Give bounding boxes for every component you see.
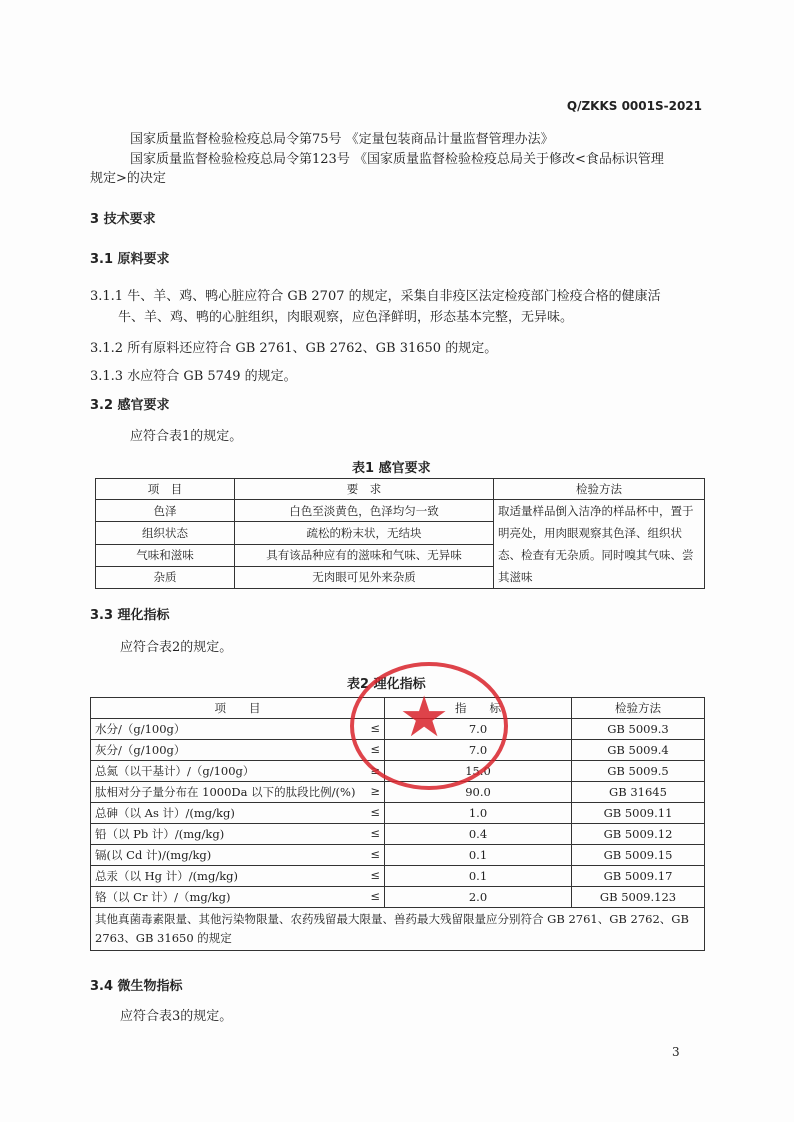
cell: 组织状态 xyxy=(96,522,235,544)
paragraph: 应符合表2的规定。 xyxy=(120,640,233,655)
comparator: ≤ xyxy=(370,742,380,756)
th: 指 标 xyxy=(385,698,572,719)
value-cell: 0.1 xyxy=(385,845,572,866)
paragraph: 3.1.1 牛、羊、鸡、鸭心脏应符合 GB 2707 的规定，采集自非疫区法定检疫部门检疫合格的健康活 xyxy=(90,289,661,304)
value-cell: 1.0 xyxy=(385,803,572,824)
comparator: ≤ xyxy=(370,847,380,861)
th: 检验方法 xyxy=(572,698,705,719)
table2-caption: 表2 理化指标 xyxy=(347,677,426,692)
section-3-2-title: 3.2 感官要求 xyxy=(90,398,170,413)
item-cell: 镉(以 Cd 计)/(mg/kg) ≤ xyxy=(91,845,385,866)
ref-line: 国家质量监督检验检疫总局令第123号 《国家质量监督检验检疫总局关于修改<食品标识管理 xyxy=(130,152,664,167)
company-seal xyxy=(350,662,508,790)
comparator: ≤ xyxy=(370,826,380,840)
note-cell: 其他真菌毒素限量、其他污染物限量、农药残留最大限量、兽药最大残留限量应分别符合 GB 2761、GB 2762、GB 2763、GB 31650 的规定 xyxy=(91,908,705,951)
item-cell: 总砷（以 As 计）/(mg/kg) ≤ xyxy=(91,803,385,824)
value-cell: 7.0 xyxy=(385,719,572,740)
th: 检验方法 xyxy=(494,479,705,500)
method-cell: GB 5009.4 xyxy=(572,740,705,761)
comparator: ≤ xyxy=(370,889,380,903)
item-cell: 铅（以 Pb 计）/(mg/kg) ≤ xyxy=(91,824,385,845)
cell: 具有该品种应有的滋味和气味、无异味 xyxy=(235,544,494,566)
cell: 色泽 xyxy=(96,500,235,522)
item-cell: 肽相对分子量分布在 1000Da 以下的肽段比例/(%) ≥ xyxy=(91,782,385,803)
comparator: ≥ xyxy=(370,784,380,798)
table-row xyxy=(91,824,705,845)
standard-code: Q/ZKKS 0001S-2021 xyxy=(566,99,702,113)
method-cell: GB 5009.15 xyxy=(572,845,705,866)
method-cell: GB 5009.17 xyxy=(572,866,705,887)
method-cell: GB 5009.11 xyxy=(572,803,705,824)
cell: 疏松的粉末状，无结块 xyxy=(235,522,494,544)
value-cell: 0.1 xyxy=(385,866,572,887)
table-row xyxy=(91,866,705,887)
method-cell: GB 5009.5 xyxy=(572,761,705,782)
comparator: ≥ xyxy=(370,763,380,777)
section-3-3-title: 3.3 理化指标 xyxy=(90,608,170,623)
value-cell: 15.0 xyxy=(385,761,572,782)
method-cell: 取适量样品倒入洁净的样品杯中，置于明亮处，用肉眼观察其色泽、组织状态、检查有无杂质。同时嗅其气味、尝其滋味 xyxy=(494,500,705,589)
section-3-4-title: 3.4 微生物指标 xyxy=(90,979,183,994)
value-cell: 7.0 xyxy=(385,740,572,761)
table1-caption: 表1 感官要求 xyxy=(352,461,431,476)
ref-line: 国家质量监督检验检疫总局令第75号 《定量包装商品计量监督管理办法》 xyxy=(130,132,554,147)
paragraph: 牛、羊、鸡、鸭的心脏组织，肉眼观察，应色泽鲜明，形态基本完整，无异味。 xyxy=(118,310,574,325)
th: 项 目 xyxy=(96,479,235,500)
table-row xyxy=(91,803,705,824)
comparator: ≤ xyxy=(370,868,380,882)
table-sensory xyxy=(95,478,705,589)
method-cell: GB 5009.12 xyxy=(572,824,705,845)
page-number: 3 xyxy=(672,1045,680,1059)
value-cell: 0.4 xyxy=(385,824,572,845)
item-cell: 铬（以 Cr 计）/（mg/kg) ≤ xyxy=(91,887,385,908)
paragraph: 应符合表3的规定。 xyxy=(120,1009,233,1024)
method-cell: GB 5009.3 xyxy=(572,719,705,740)
ref-line: 规定>的决定 xyxy=(90,171,166,186)
value-cell: 2.0 xyxy=(385,887,572,908)
comparator: ≤ xyxy=(370,721,380,735)
item-cell: 灰分/（g/100g） ≤ xyxy=(91,740,385,761)
item-cell: 总氮（以干基计）/（g/100g） ≥ xyxy=(91,761,385,782)
cell: 气味和滋味 xyxy=(96,544,235,566)
paragraph: 3.1.2 所有原料还应符合 GB 2761、GB 2762、GB 31650 的规定。 xyxy=(90,341,498,356)
cell: 无肉眼可见外来杂质 xyxy=(235,566,494,588)
table-row xyxy=(91,887,705,908)
star-icon: ★ xyxy=(399,685,450,750)
item-cell: 水分/（g/100g） ≤ xyxy=(91,719,385,740)
table-row xyxy=(91,845,705,866)
method-cell: GB 5009.123 xyxy=(572,887,705,908)
comparator: ≤ xyxy=(370,805,380,819)
cell: 杂质 xyxy=(96,566,235,588)
section-3-1-title: 3.1 原料要求 xyxy=(90,252,170,267)
th: 项 目 xyxy=(91,698,385,719)
section-3-title: 3 技术要求 xyxy=(90,212,156,227)
paragraph: 3.1.3 水应符合 GB 5749 的规定。 xyxy=(90,369,297,384)
cell: 白色至淡黄色，色泽均匀一致 xyxy=(235,500,494,522)
th: 要 求 xyxy=(235,479,494,500)
paragraph: 应符合表1的规定。 xyxy=(130,429,243,444)
method-cell: GB 31645 xyxy=(572,782,705,803)
value-cell: 90.0 xyxy=(385,782,572,803)
item-cell: 总汞（以 Hg 计）/(mg/kg) ≤ xyxy=(91,866,385,887)
